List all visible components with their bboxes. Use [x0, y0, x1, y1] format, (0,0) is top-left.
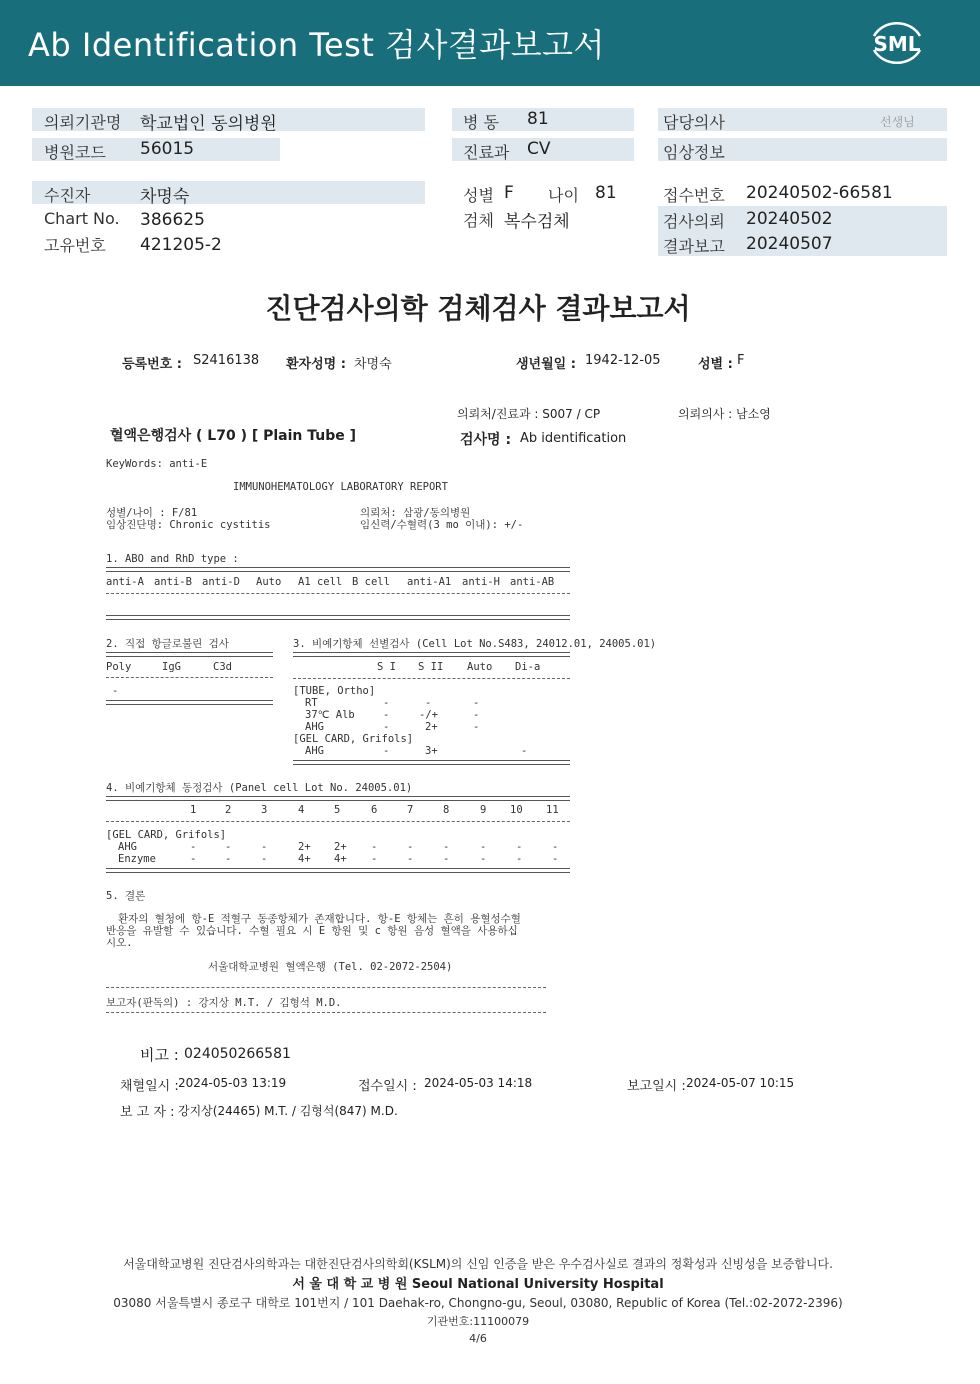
s5-line1: 환자의 혈청에 항-E 적혈구 동종항체가 존재합니다. 항-E 항체는 흔히 용혈성수혈 — [118, 913, 521, 925]
s1-h7: anti-H — [462, 576, 500, 588]
footer-hospital-en: Seoul National University Hospital — [411, 1277, 664, 1292]
id-value: 421205-2 — [140, 235, 222, 255]
specimen-label: 검체 — [463, 211, 494, 230]
reporter: 보고자(판독의) : 강지상 M.T. / 김형석 M.D. — [106, 997, 342, 1009]
s1-h5: B cell — [352, 576, 390, 588]
collect-label: 채혈일시 : — [120, 1079, 179, 1094]
s1-rule-bottom — [106, 615, 570, 620]
s4-row0-v4: 2+ — [334, 841, 347, 853]
s4-title: 4. 비예기항체 동정검사 (Panel cell Lot No. 24005.01) — [106, 782, 413, 794]
s4-row0-v0: - — [190, 841, 197, 853]
sex-age: 성별/나이 : F/81 — [106, 507, 198, 519]
doctor-value: 선생님 — [880, 115, 915, 129]
s4-row1-v3: 4+ — [298, 853, 311, 865]
footer-code: 기관번호:11100079 — [426, 1315, 530, 1328]
s4-rule-mid — [106, 821, 570, 822]
s4-h5: 6 — [371, 804, 378, 816]
s4-row1-v1: - — [225, 853, 232, 865]
s4-row0-v3: 2+ — [298, 841, 311, 853]
client: 의뢰처: 삼광/동의병원 — [360, 507, 471, 519]
s1-rule-mid — [106, 593, 570, 594]
s4-row0-v1: - — [225, 841, 232, 853]
s4-rule-bottom — [106, 868, 570, 873]
age-label: 나이 — [548, 186, 579, 205]
footer-certification: 서울대학교병원 진단검사의학과는 대한진단검사의학회(KSLM)의 신임 인증을 받은 우수검사실로 결과의 정확성과 신빙성을 보증합니다. — [123, 1257, 833, 1271]
s4-h6: 7 — [407, 804, 414, 816]
report-label: 보고일시 : — [627, 1079, 686, 1094]
receipt-value: 20240502-66581 — [746, 183, 893, 203]
s3-h0: S I — [377, 661, 396, 673]
ward-label: 병 동 — [463, 113, 499, 132]
note-label: 비고 : — [140, 1046, 179, 1064]
s5-line3: 시오. — [106, 937, 133, 949]
s3-row2-v0: - — [383, 721, 390, 733]
logo-text: SML — [873, 32, 921, 56]
s4-rule-top — [106, 796, 570, 801]
s1-h2: anti-D — [202, 576, 240, 588]
s4-gel: [GEL CARD, Grifols] — [106, 829, 227, 841]
s4-h7: 8 — [443, 804, 450, 816]
s4-row0-v7: - — [443, 841, 450, 853]
page-title: Ab Identification Test 검사결과보고서 — [28, 26, 605, 64]
test-label: 검사명 : — [460, 432, 512, 448]
s2-h2: C3d — [213, 661, 232, 673]
s3-row2-label: AHG — [305, 721, 324, 733]
s4-h9: 10 — [510, 804, 523, 816]
reporters-label: 보 고 자 : — [120, 1105, 175, 1120]
receive-label: 접수일시 : — [358, 1079, 417, 1094]
s4-h4: 5 — [334, 804, 341, 816]
request-value: 20240502 — [746, 209, 833, 229]
doctor-label: 담당의사 — [663, 113, 725, 132]
reporter-rule-bottom — [106, 1012, 546, 1013]
s4-row1-v7: - — [443, 853, 450, 865]
s3-row1-v2: - — [473, 709, 480, 721]
collect-value: 2024-05-03 13:19 — [178, 1076, 287, 1090]
s2-value: - — [112, 685, 119, 697]
s4-h0: 1 — [190, 804, 197, 816]
blood-bank: 서울대학교병원 혈액은행 (Tel. 02-2072-2504) — [208, 961, 453, 973]
specimen-value: 복수검체 — [504, 212, 570, 232]
pregnancy: 임신력/수혈력(3 mo 이내): +/- — [360, 519, 524, 531]
name-label: 환자성명 : — [286, 357, 346, 372]
reporters-value: 강지상(24465) M.T. / 김형석(847) M.D. — [178, 1104, 398, 1118]
institution-value: 학교법인 동의병원 — [140, 114, 277, 134]
referrer: 의뢰처/진료과 : S007 / CP — [457, 407, 601, 421]
s4-row1-v4: 4+ — [334, 853, 347, 865]
s4-row1-v0: - — [190, 853, 197, 865]
patient-value: 차명숙 — [140, 187, 190, 207]
s3-gel-row0-v3: - — [521, 745, 528, 757]
s4-row0-v9: - — [516, 841, 523, 853]
s3-rule-top — [293, 652, 570, 657]
s1-h0: anti-A — [106, 576, 144, 588]
hospital-code-value: 56015 — [140, 139, 195, 159]
reporter-rule-top — [106, 987, 546, 988]
ref-doctor: 의뢰의사 : 남소영 — [678, 407, 771, 421]
s4-row1-v6: - — [407, 853, 414, 865]
s4-h10: 11 — [546, 804, 559, 816]
dept-label: 진료과 — [463, 143, 510, 162]
patient-label: 수진자 — [44, 186, 91, 205]
s3-row0-v0: - — [383, 697, 390, 709]
result-value: 20240507 — [746, 234, 833, 254]
s4-h1: 2 — [225, 804, 232, 816]
clinical-label: 임상정보 — [663, 143, 725, 162]
reg-label: 등록번호 : — [122, 357, 182, 372]
s1-h6: anti-A1 — [407, 576, 452, 588]
sex-value: F — [504, 183, 514, 203]
receipt-label: 접수번호 — [663, 186, 725, 205]
lab-report-title: IMMUNOHEMATOLOGY LABORATORY REPORT — [233, 481, 448, 493]
s4-row1-v8: - — [480, 853, 487, 865]
s1-rule-top — [106, 567, 570, 572]
s3-gel-row0-label: AHG — [305, 745, 324, 757]
test-value: Ab identification — [520, 431, 627, 446]
s4-h8: 9 — [480, 804, 487, 816]
age-value: 81 — [595, 183, 617, 203]
s2-rule-top — [106, 652, 273, 657]
s3-tube: [TUBE, Ortho] — [293, 685, 376, 697]
dob-value: 1942-12-05 — [585, 353, 661, 368]
result-label: 결과보고 — [663, 237, 725, 256]
rep-sex-label: 성별 : — [698, 357, 733, 372]
s3-rule-bottom — [293, 760, 570, 765]
footer-hospital-ko: 서 울 대 학 교 병 원 — [292, 1277, 408, 1292]
hospital-code-label: 병원코드 — [44, 143, 106, 162]
s5-line2: 반응을 유발할 수 있습니다. 수혈 필요 시 E 항원 및 c 항원 음성 혈액을 사용하십 — [106, 925, 518, 937]
s1-h3: Auto — [256, 576, 282, 588]
s3-title: 3. 비예기항체 선별검사 (Cell Lot No.S483, 24012.01, 24005.01) — [293, 638, 657, 650]
s2-title: 2. 직접 항글로불린 검사 — [106, 638, 229, 650]
s4-h3: 4 — [298, 804, 305, 816]
s4-row0-label: AHG — [118, 841, 137, 853]
s4-row1-v10: - — [552, 853, 559, 865]
s3-row1-v0: - — [383, 709, 390, 721]
footer-hospital — [0, 1273, 956, 1292]
dob-label: 생년월일 : — [516, 357, 576, 372]
s1-h1: anti-B — [154, 576, 192, 588]
patient-bar — [32, 181, 425, 204]
s4-h2: 3 — [261, 804, 268, 816]
s1-title: 1. ABO and RhD type : — [106, 553, 239, 565]
sml-logo-icon — [866, 14, 928, 72]
receive-value: 2024-05-03 14:18 — [424, 1076, 533, 1090]
note-value: 024050266581 — [184, 1046, 291, 1062]
s4-row0-v6: - — [407, 841, 414, 853]
s3-gel-row0-v0: - — [383, 745, 390, 757]
rep-sex-value: F — [737, 353, 745, 368]
s3-h3: Di-a — [515, 661, 541, 673]
keywords: KeyWords: anti-E — [106, 458, 208, 470]
request-label: 검사의뢰 — [663, 212, 725, 231]
s4-row1-v9: - — [516, 853, 523, 865]
s3-row0-v2: - — [473, 697, 480, 709]
s4-row0-v5: - — [371, 841, 378, 853]
s1-h8: anti-AB — [510, 576, 555, 588]
s4-row0-v2: - — [261, 841, 268, 853]
institution-label: 의뢰기관명 — [44, 113, 122, 132]
s1-h4: A1 cell — [298, 576, 343, 588]
id-label: 고유번호 — [44, 236, 106, 255]
s2-h1: IgG — [162, 661, 181, 673]
name-value: 차명숙 — [354, 357, 392, 372]
s3-h2: Auto — [467, 661, 493, 673]
report-value: 2024-05-07 10:15 — [686, 1076, 795, 1090]
s4-row1-v2: - — [261, 853, 268, 865]
s3-h1: S II — [418, 661, 444, 673]
s3-row1-label: 37℃ Alb — [305, 709, 355, 721]
s4-row1-v5: - — [371, 853, 378, 865]
sex-label: 성별 — [463, 186, 494, 205]
s4-row1-label: Enzyme — [118, 853, 156, 865]
s4-row0-v10: - — [552, 841, 559, 853]
s5-title: 5. 결론 — [106, 890, 146, 902]
dept-value: CV — [527, 139, 551, 159]
s3-gel-row0-v1: 3+ — [425, 745, 438, 757]
s3-row2-v2: - — [473, 721, 480, 733]
reg-value: S2416138 — [193, 353, 260, 368]
s2-rule-mid — [106, 677, 273, 678]
section-title: 혈액은행검사 ( L70 ) [ Plain Tube ] — [110, 428, 357, 444]
chart-value: 386625 — [140, 210, 205, 230]
s2-rule-bottom — [106, 700, 273, 705]
s3-rule-mid — [293, 678, 570, 679]
ward-value: 81 — [527, 109, 549, 129]
page-number: 4/6 — [469, 1332, 487, 1345]
chart-label: Chart No. — [44, 209, 120, 228]
s3-row2-v1: 2+ — [425, 721, 438, 733]
s3-row1-v1: -/+ — [419, 709, 438, 721]
header-bar — [0, 0, 980, 86]
s4-row0-v8: - — [480, 841, 487, 853]
s3-gel: [GEL CARD, Grifols] — [293, 733, 414, 745]
s3-row0-v1: - — [425, 697, 432, 709]
report-title: 진단검사의학 검체검사 결과보고서 — [265, 292, 691, 325]
s2-h0: Poly — [106, 661, 132, 673]
s3-row0-label: RT — [305, 697, 318, 709]
diagnosis: 임상진단명: Chronic cystitis — [106, 519, 271, 531]
footer-address: 03080 서울특별시 종로구 대학로 101번지 / 101 Daehak-ro, Chongno-gu, Seoul, 03080, Republic of Korea (Tel.:02-2072-2396) — [113, 1296, 843, 1310]
